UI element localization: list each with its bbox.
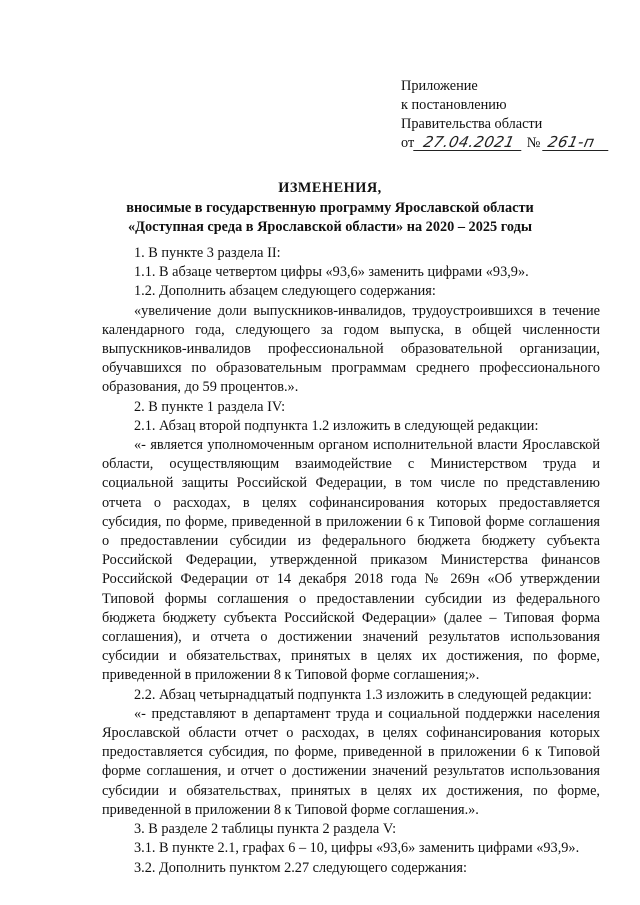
handwritten-date: 27.04.2021: [413, 134, 525, 151]
document-heading: [100, 179, 560, 237]
paragraph: 2.2. Абзац четырнадцатый подпункта 1.3 изложить в следующей редакции:: [134, 686, 592, 703]
appendix-line-2: к постановлению: [401, 97, 507, 113]
date-prefix: от: [401, 135, 415, 151]
paragraph: «- представляют в департамент труда и социальной поддержки населения Ярославской области отчет о расходах, в целях софинансирования которых предоставляется субсидия, по форме, приведенной в приложении 6 к Типовой форме соглашения, и отчет о достижении значений результатов использования субсидии и обязательствах, принятых в целях их достижения, по форме, приведенной в приложении 8 к Типовой форме соглашения.».: [102, 705, 600, 818]
heading-line-2: вносимые в государственную программу Ярославской области: [126, 200, 534, 216]
appendix-block: [401, 77, 621, 153]
number-prefix: №: [526, 135, 541, 151]
heading-line-3: «Доступная среда в Ярославской области» на 2020 – 2025 годы: [127, 219, 532, 235]
appendix-line-3: Правительства области: [401, 116, 543, 132]
paragraph: 1. В пункте 3 раздела II:: [134, 245, 281, 261]
appendix-line-1: Приложение: [401, 78, 478, 94]
paragraph: 3. В разделе 2 таблицы пункта 2 раздела V:: [134, 821, 397, 838]
paragraph: 2. В пункте 1 раздела IV:: [134, 398, 286, 415]
paragraph: «- является уполномоченным органом исполнительной власти Ярославской области, осуществляющим взаимодействие с Министерством труда и социальной защиты Российской Федерации, в том числе по представлению отчета о расходах, в целях софинансирования которых предоставляется субсидия, по форме, приведенной в приложении 6 к Типовой форме соглашения о предоставлении субсидии из федерального бюджета бюджету субъекта Российской Федерации, утвержденной приказом Министерства финансов Российской Федерации от 14 декабря 2018 года № 269н «Об утверждении Типовой формы соглашения о предоставлении субсидии из федерального бюджета бюджету субъекта Российской Федерации» (далее – Типовая форма соглашения), и отчета о достижении значений результатов использования субсидии и обязательствах, принятых в целях их достижения, по форме, приведенной в приложении 8 к Типовой форме соглашения;».: [102, 437, 600, 684]
paragraph: 3.1. В пункте 2.1, графах 6 – 10, цифры «93,6» заменить цифрами «93,9».: [134, 840, 580, 857]
appendix-date-number-line: [401, 134, 621, 153]
paragraph: 3.2. Дополнить пунктом 2.27 следующего содержания:: [134, 859, 467, 876]
paragraph: 1.1. В абзаце четвертом цифры «93,6» заменить цифрами «93,9».: [134, 264, 529, 281]
paragraph: «увеличение доли выпускников-инвалидов, трудоустроившихся в течение календарного года, следующего за годом выпуска, в общей численности выпускников-инвалидов профессиональной образовательной организации, обучавшихся по образовательным программам среднего профессионального образования, до 59 процентов.».: [102, 302, 600, 396]
document-body: [102, 244, 600, 878]
paragraph: 2.1. Абзац второй подпункта 1.2 изложить в следующей редакции:: [134, 417, 539, 434]
handwritten-number: 261-п: [542, 134, 612, 151]
heading-title: ИЗМЕНЕНИЯ,: [278, 180, 382, 196]
paragraph: 1.2. Дополнить абзацем следующего содержания:: [134, 283, 436, 300]
